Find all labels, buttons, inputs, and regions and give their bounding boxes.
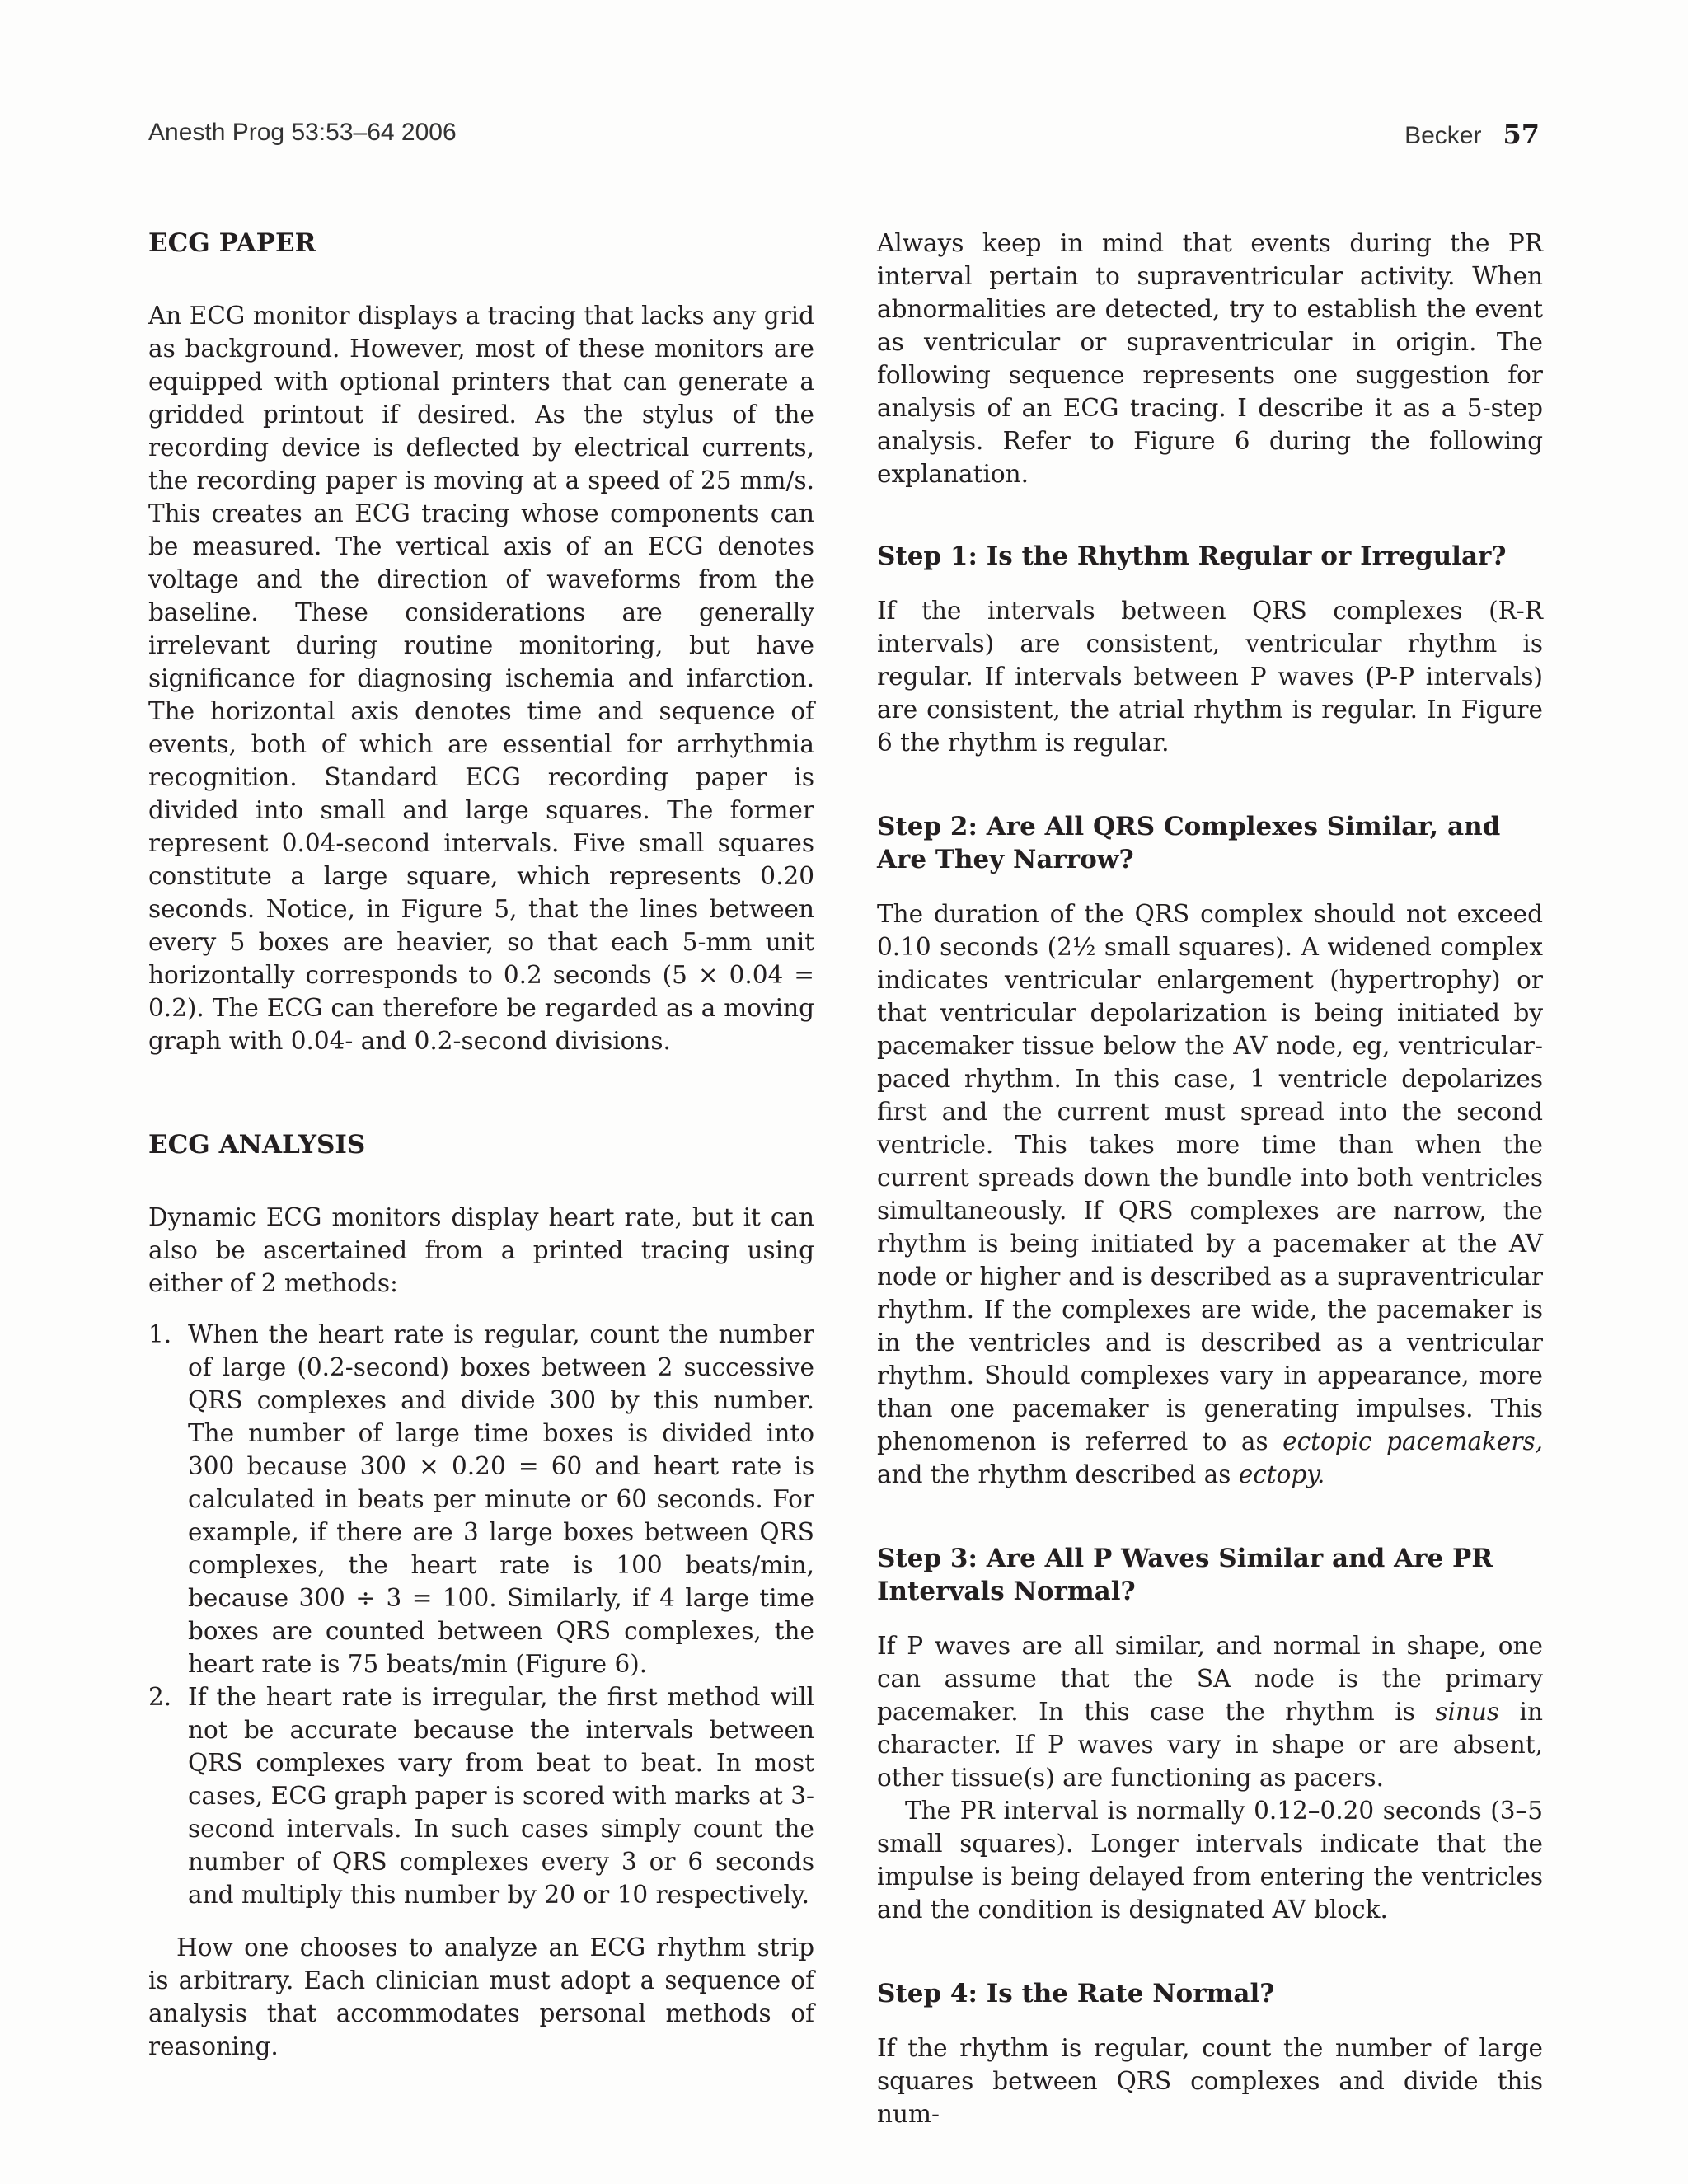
list-item — [148, 1680, 814, 1911]
section-heading-ecg-analysis: ECG ANALYSIS — [148, 1130, 366, 1160]
step-3-text-a: If P waves are all similar, and normal in shape, one can assume that the SA node is the primary pacemaker. In this case the rhythm is — [877, 1632, 1543, 1726]
step-1-heading: Step 1: Is the Rhythm Regular or Irregular? — [877, 541, 1507, 571]
step-3-paragraph-1 — [877, 1629, 1543, 1794]
step-4-heading: Step 4: Is the Rate Normal? — [877, 1979, 1275, 2008]
running-head-right — [1404, 119, 1540, 150]
running-head — [148, 119, 1540, 150]
step-1-paragraph: If the intervals between QRS complexes (R-R intervals) are consistent, ventricular rhythm is regular. If intervals between P waves (P-P intervals) are consistent, the atrial rhythm is regular. In Figure 6 the rhythm is regular. — [877, 597, 1543, 757]
page-number: 57 — [1503, 119, 1540, 150]
list-item-text: When the heart rate is regular, count the number of large (0.2-second) boxes between 2 successive QRS complexes and divide 300 by this number. The number of large time boxes is divided into 300 because 300 × 0.20 = 60 and heart rate is calculated in beats per minute or 60 seconds. For example, if there are 3 large boxes between QRS complexes, the heart rate is 100 beats/min, because 300 ÷ 3 = 100. Similarly, if 4 large time boxes are counted between QRS complexes, the heart rate is 75 beats/min (Figure 6). — [188, 1320, 814, 1678]
list-item-number: 1. — [148, 1320, 172, 1348]
step-2-text: The duration of the QRS complex should not exceed 0.10 seconds (2½ small squares). A widened complex indicates ventricular enlargement (hypertrophy) or that ventricular depolarization is being initiated by pacemaker tissue below the AV node, eg, ventricular-paced rhythm. In this case, 1 ventricle depolarizes first and the current must spread into the second ventricle. This takes more time than when the current spreads down the bundle into both ventricles simultaneously. If QRS complexes are narrow, the rhythm is being initiated by a pacemaker at the AV node or higher and is described as a supraventricular rhythm. If the complexes are wide, the pacemaker is in the ventricles and is described as a ventricular rhythm. Should complexes vary in appearance, more than one pacemaker is generating impulses. This phenomenon is referred to as — [877, 900, 1543, 1455]
list-item-text: If the heart rate is irregular, the first method will not be accurate because the intervals between QRS complexes vary from beat to beat. In most cases, ECG graph paper is scored with marks at 3-second intervals. In such cases simply count the number of QRS complexes every 3 or 6 seconds and multiply this number by 20 or 10 respectively. — [188, 1683, 814, 1909]
right-opening-paragraph: Always keep in mind that events during the PR interval pertain to supraventricular activity. When abnormalities are detected, try to establish the event as ventricular or supraventricular in origin. The following sequence represents one suggestion for analysis of an ECG tracing. I describe it as a 5-step analysis. Refer to Figure 6 during the following explanation. — [877, 229, 1543, 488]
term-ectopy: ectopy. — [1238, 1460, 1325, 1488]
journal-citation: Anesth Prog 53:53–64 2006 — [148, 119, 457, 146]
step-2-paragraph — [877, 898, 1543, 1491]
step-3-text-b: in character. If P waves vary in shape or are absent, other tissue(s) are functioning as pacers. — [877, 1698, 1543, 1792]
right-column — [877, 227, 1543, 2130]
author-name: Becker — [1404, 122, 1482, 149]
methods-list — [148, 1318, 814, 1911]
step-2-text-mid: and the rhythm described as — [877, 1460, 1239, 1488]
list-item-number: 2. — [148, 1683, 172, 1711]
step-3-heading: Step 3: Are All P Waves Similar and Are PR Intervals Normal? — [877, 1544, 1493, 1606]
term-sinus: sinus — [1435, 1698, 1500, 1726]
step-4-paragraph: If the rhythm is regular, count the number of large squares between QRS complexes and divide this num- — [877, 2034, 1543, 2128]
ecg-analysis-intro: Dynamic ECG monitors display heart rate, but it can also be ascertained from a printed tracing using either of 2 methods: — [148, 1203, 814, 1297]
section-heading-ecg-paper: ECG PAPER — [148, 228, 316, 258]
list-item — [148, 1318, 814, 1680]
term-ectopic-pacemakers: ectopic pacemakers, — [1282, 1427, 1543, 1455]
step-2-heading: Step 2: Are All QRS Complexes Similar, and Are They Narrow? — [877, 812, 1501, 874]
ecg-analysis-closing: How one chooses to analyze an ECG rhythm strip is arbitrary. Each clinician must adopt a sequence of analysis that accommodates personal methods of reasoning. — [148, 1933, 814, 2060]
left-column — [148, 227, 814, 2063]
ecg-paper-paragraph: An ECG monitor displays a tracing that lacks any grid as background. However, most of these monitors are equipped with optional printers that can generate a gridded printout if desired. As the stylus of the recording device is deflected by electrical currents, the recording paper is moving at a speed of 25 mm/s. This creates an ECG tracing whose components can be measured. The vertical axis of an ECG denotes voltage and the direction of waveforms from the baseline. These considerations are generally irrelevant during routine monitoring, but have significance for diagnosing ischemia and infarction. The horizontal axis denotes time and sequence of events, both of which are essential for arrhythmia recognition. Standard ECG recording paper is divided into small and large squares. The former represent 0.04-second intervals. Five small squares constitute a large square, which represents 0.20 seconds. Notice, in Figure 5, that the lines between every 5 boxes are heavier, so that each 5-mm unit horizontally corresponds to 0.2 seconds (5 × 0.04 = 0.2). The ECG can therefore be regarded as a moving graph with 0.04- and 0.2-second divisions. — [148, 302, 814, 1055]
step-3-paragraph-2: The PR interval is normally 0.12–0.20 seconds (3–5 small squares). Longer intervals indicate that the impulse is being delayed from entering the ventricles and the condition is designated AV block. — [877, 1797, 1543, 1924]
